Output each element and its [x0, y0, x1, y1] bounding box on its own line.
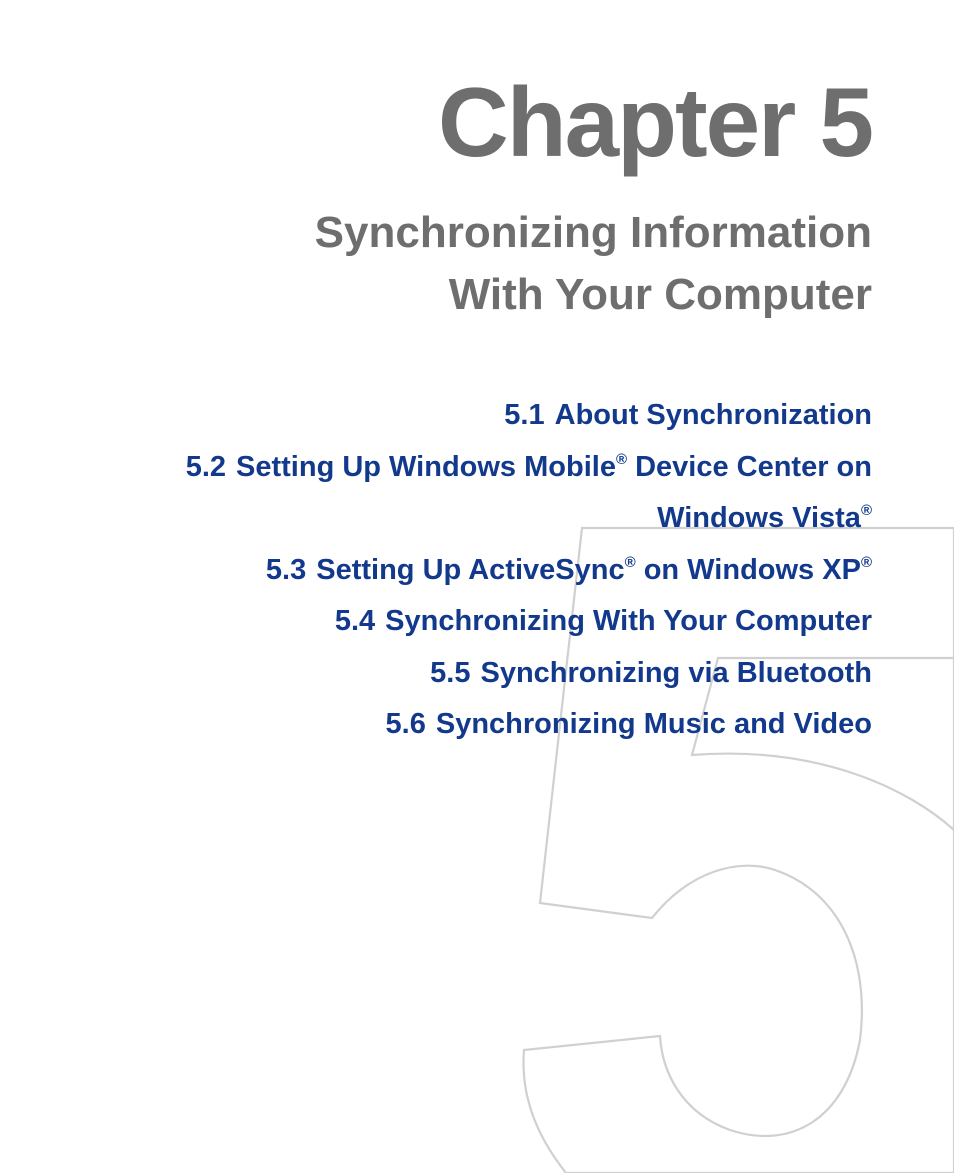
toc-item-5-2[interactable] [186, 442, 872, 494]
toc-label-continued: on Windows XP [635, 553, 861, 586]
registered-mark: ® [860, 502, 872, 519]
chapter-title: Chapter 5 [437, 67, 872, 177]
toc-label: Windows Vista [657, 502, 861, 534]
registered-mark: ® [624, 553, 636, 571]
toc-item-5-1[interactable] [186, 390, 872, 442]
toc-number: 5.1 [504, 399, 545, 431]
toc-item-5-5[interactable] [186, 648, 872, 700]
toc-label: Synchronizing via Bluetooth [480, 656, 872, 689]
toc-label: About Synchronization [554, 399, 872, 431]
toc-label: Synchronizing With Your Computer [385, 605, 872, 637]
chapter-subtitle-line-1: Synchronizing Information [314, 208, 872, 257]
toc-label: Setting Up Windows Mobile [236, 450, 616, 483]
registered-mark: ® [615, 450, 628, 468]
table-of-contents [186, 390, 872, 751]
toc-label: Setting Up ActiveSync [316, 553, 625, 586]
toc-item-5-4[interactable] [186, 596, 872, 648]
chapter-subtitle [315, 202, 872, 326]
toc-item-5-6[interactable] [186, 699, 872, 751]
toc-number: 5.4 [334, 605, 376, 637]
registered-mark: ® [860, 553, 872, 571]
toc-item-5-2-continued[interactable] [186, 493, 872, 545]
toc-number: 5.5 [430, 656, 471, 689]
chapter-subtitle-line-2: With Your Computer [448, 270, 872, 319]
toc-label-continued: Device Center on [627, 450, 872, 483]
toc-item-5-3[interactable] [186, 545, 872, 597]
toc-label: Synchronizing Music and Video [435, 708, 872, 740]
toc-number: 5.2 [185, 450, 227, 483]
toc-number: 5.6 [385, 708, 426, 740]
toc-number: 5.3 [265, 553, 307, 586]
